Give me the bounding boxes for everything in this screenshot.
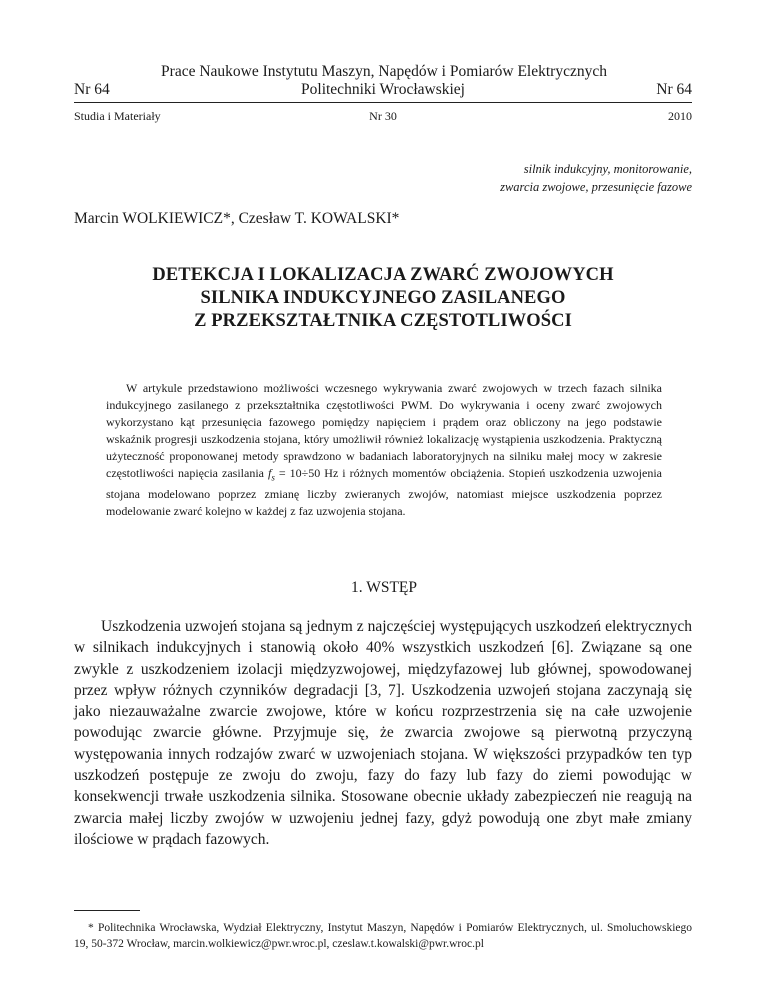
supply-frequency-symbol: f xyxy=(268,466,272,480)
series-name: Studia i Materiały xyxy=(74,109,161,123)
keywords-line2: zwarcia zwojowe, przesunięcie fazowe xyxy=(500,180,692,194)
issue-number-left: Nr 64 xyxy=(74,81,110,98)
title-line2: SILNIKA INDUKCYJNEGO ZASILANEGO xyxy=(200,288,566,308)
keywords-line1: silnik indukcyjny, monitorowanie, xyxy=(523,162,692,176)
institute-name-line1: Prace Naukowe Instytutu Maszyn, Napędów i Pomiarów Elektrycznych xyxy=(161,63,607,80)
title-line1: DETEKCJA I LOKALIZACJA ZWARĆ ZWOJOWYCH xyxy=(152,265,614,285)
institute-name-line2: Politechniki Wrocławskiej xyxy=(301,81,465,98)
keywords xyxy=(500,160,692,196)
body-paragraph: Uszkodzenia uzwojeń stojana są jednym z najczęściej występujących uszkodzeń elektrycznych w silnikach indukcyjnych i stanowią około 40% wszystkich uszkodzeń [6]. Związane są one zwykle z uszkodzeniem izolacji międzyzwojowej, międzyfazowej lub głównej, spowodowanej przez wpływ różnych czynników degradacji [3, 7]. Uszkodzenia uzwojeń stojana zaczynają się jako niezauważalne zwarcie zwojowe, które w końcu rozprzestrzenia się na całe uzwojenie powodując zwarcie główne. Przyjmuje się, że zwarcia zwojowe są pierwotną przyczyną występowania innych rodzajów zwarć w uzwojeniach stojana. W większości przypadków ten typ uszkodzeń postępuje ze zwoju do zwoju, fazy do fazy lub fazy do ziemi powodując w konsekwencji trwałe uszkodzenia silnika. Stosowane obecnie układy zabezpieczeń nie reagują na zwarcia małej liczby zwojów w uzwojeniu jednej fazy, gdyż powodują one zbyt małe zmiany ilościowe w prądach fazowych. xyxy=(74,618,692,848)
publication-year: 2010 xyxy=(668,109,692,123)
authors: Marcin WOLKIEWICZ*, Czesław T. KOWALSKI* xyxy=(74,210,400,227)
series-number: Nr 30 xyxy=(369,109,397,123)
issue-number-right: Nr 64 xyxy=(656,81,692,98)
abstract-text-part1: W artykule przedstawiono możliwości wczesnego wykrywania zwarć zwojowych w trzech fazach silnika indukcyjnego zasilanego z przekształtnika częstotliwości PWM. Do wykrywania i oceny zwarć zwojowych wykorzystano kąt przesunięcia fazowego pomiędzy napięciem i prądem oraz obliczony na jego podstawie wskaźnik progresji uszkodzenia stojana, który umożliwił również lokalizację wystąpienia uszkodzenia. Praktyczną użyteczność proponowanej metody sprawdzono w badaniach laboratoryjnych na silniku małej mocy w zakresie częstotliwości napięcia zasilania xyxy=(106,381,662,480)
paper-title xyxy=(74,264,692,333)
abstract-text-part2: = 10÷50 Hz i różnych momentów obciążenia. Stopień uszkodzenia uzwojenia stojana modelowano poprzez zmianę liczby zwieranych zwojów, natomiast miejsce uszkodzenia poprzez modelowanie zwarć kolejno w każdej z faz uzwojenia stojana. xyxy=(106,466,662,519)
header-row xyxy=(74,81,692,101)
title-line3: Z PRZEKSZTAŁTNIKA CZĘSTOTLIWOŚCI xyxy=(194,311,572,331)
series-row xyxy=(74,109,692,125)
abstract xyxy=(106,380,662,520)
header-rule xyxy=(74,102,692,103)
section-heading: 1. WSTĘP xyxy=(350,579,418,596)
footnote: * Politechnika Wrocławska, Wydział Elektryczny, Instytut Maszyn, Napędów i Pomiarów Elektrycznych, ul. Smoluchowskiego 19, 50-372 Wrocław, marcin.wolkiewicz@pwr.wroc.pl, czeslaw.t.kowalski@pwr.wroc.pl xyxy=(74,922,692,950)
supply-frequency-subscript: s xyxy=(271,472,275,483)
footnote-rule xyxy=(74,910,140,911)
